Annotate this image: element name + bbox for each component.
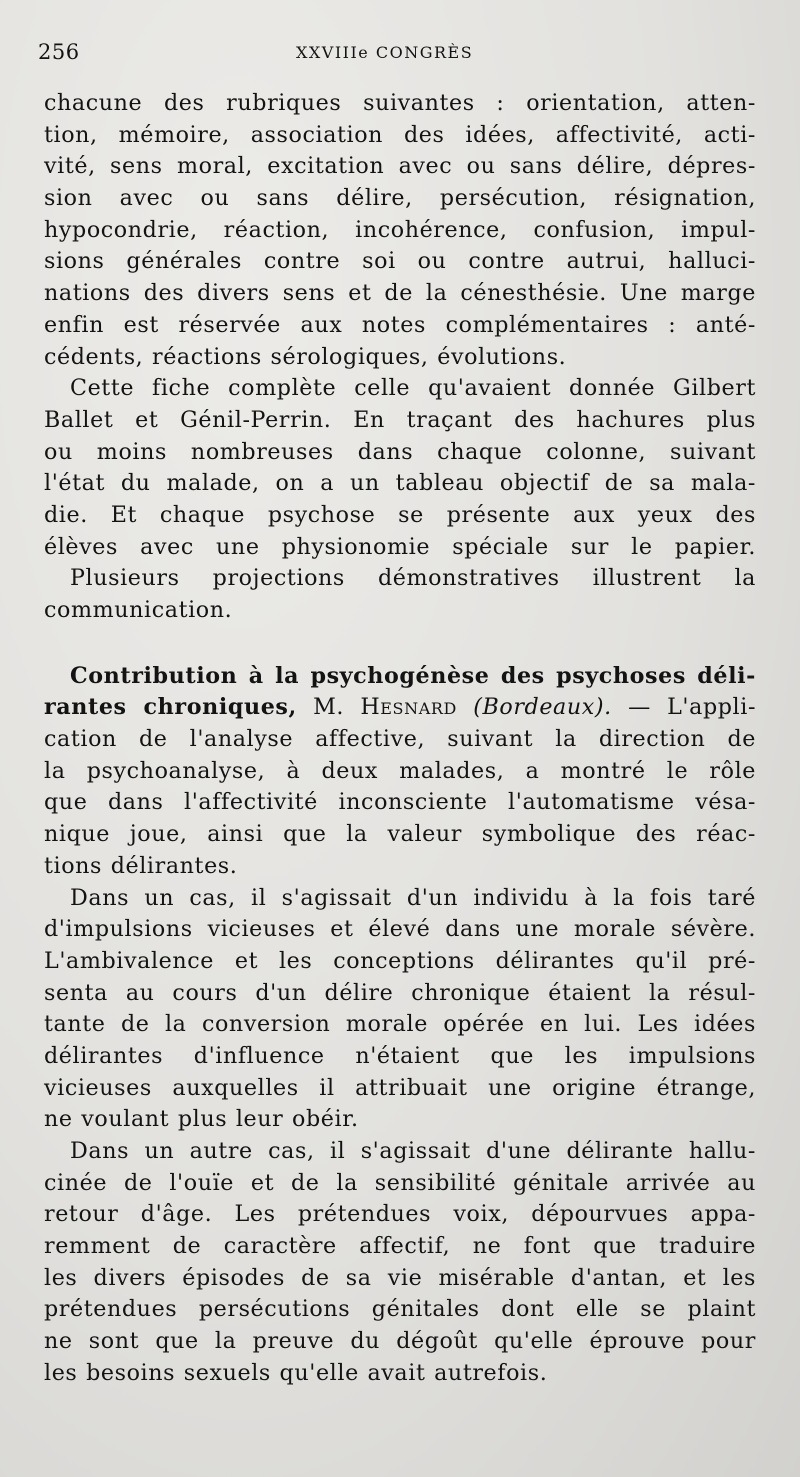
author-prefix: M. (313, 694, 345, 721)
text-line: tante de la conversion morale opérée en lui. Les idées (44, 1011, 756, 1038)
text-line: enfin est réservée aux notes complémentaires : anté- (44, 311, 756, 338)
text-line: délirantes d'influence n'étaient que les impulsions (44, 1042, 756, 1069)
paragraph-fiche (44, 373, 756, 627)
text-line: retour d'âge. Les prétendues voix, dépourvues appa- (44, 1201, 756, 1228)
text-line: sions générales contre soi ou contre autrui, halluci- (44, 248, 756, 275)
text-line: Ballet et Génil-Perrin. En traçant des hachures plus (44, 406, 756, 433)
text-line: Dans un cas, il s'agissait d'un individu à la fois taré (70, 884, 756, 911)
text-line: Dans un autre cas, il s'agissait d'une délirante hallu- (70, 1138, 756, 1164)
text-line: les besoins sexuels qu'elle avait autrefois. (44, 1359, 548, 1386)
text-line: Plusieurs projections démonstratives illustrent la (70, 565, 756, 592)
text-line: vicieuses auxquelles il attribuait une origine étrange, (44, 1074, 756, 1101)
text-line: ne sont que la preuve du dégoût qu'elle éprouve pour (44, 1328, 756, 1355)
text-line: Cette fiche complète celle qu'avaient donnée Gilbert (70, 375, 756, 402)
text-line: communication. (44, 597, 233, 623)
text-line: vité, sens moral, excitation avec ou sans délire, dépres- (44, 153, 756, 180)
paragraph-contribution (44, 661, 756, 883)
text-line (44, 692, 756, 724)
page-number: 256 (38, 40, 80, 64)
text-line: senta au cours d'un délire chronique étaient la résul- (44, 979, 756, 1006)
paragraph-premier-cas (44, 883, 756, 1137)
text-line: ne voulant plus leur obéir. (44, 1106, 359, 1133)
page-header (38, 40, 740, 74)
text-line: sion avec ou sans délire, persécution, résignation, (44, 185, 756, 212)
text-line: élèves avec une physionomie spéciale sur le papier. (44, 533, 756, 560)
text-line: l'état du malade, on a un tableau objectif de sa mala- (44, 470, 756, 497)
text-line: L'ambivalence et les conceptions délirantes qu'il pré- (44, 947, 756, 974)
text-line: prétendues persécutions génitales dont elle se plaint (44, 1296, 756, 1323)
text-line: tions délirantes. (44, 852, 238, 879)
paragraph-rubriques (44, 88, 756, 373)
text-line: cédents, réactions sérologiques, évolutions. (44, 343, 567, 370)
text-line: nique joue, ainsi que la valeur symbolique des réac- (44, 821, 756, 848)
section-title-continuation: rantes chroniques, (44, 694, 297, 721)
text-line: chacune des rubriques suivantes : orientation, atten- (44, 90, 756, 116)
paragraph-autre-cas (44, 1136, 756, 1390)
text-line: les divers épisodes de sa vie misérable d'antan, et les (44, 1264, 756, 1291)
body-text (44, 88, 756, 1390)
text-line: die. Et chaque psychose se présente aux yeux des (44, 501, 756, 528)
text-line: remment de caractère affectif, ne font que traduire (44, 1233, 756, 1260)
text-line: ou moins nombreuses dans chaque colonne, suivant (44, 438, 756, 465)
section-gap (44, 627, 756, 661)
text-line: d'impulsions vicieuses et élevé dans une morale sévère. (44, 916, 756, 943)
text-line: que dans l'affectivité inconsciente l'automatisme vésa- (44, 789, 756, 816)
running-head: XXVIIIe CONGRÈS (296, 43, 474, 62)
section-title-line: Contribution à la psychogénèse des psychoses déli- (70, 662, 756, 689)
line-continuation: — L'appli- (628, 694, 757, 721)
text-line: tion, mémoire, association des idées, affectivité, acti- (44, 121, 756, 148)
text-line: nations des divers sens et de la cénesthésie. Une marge (44, 280, 756, 307)
text-line: hypocondrie, réaction, incohérence, confusion, impul- (44, 216, 756, 243)
author-name: Hesnard (360, 694, 457, 721)
text-line: cation de l'analyse affective, suivant la direction de (44, 726, 756, 753)
text-line: cinée de l'ouïe et de la sensibilité génitale arrivée au (44, 1169, 756, 1196)
author-location: (Bordeaux). (473, 694, 612, 721)
text-line: la psychoanalyse, à deux malades, a montré le rôle (44, 757, 756, 784)
